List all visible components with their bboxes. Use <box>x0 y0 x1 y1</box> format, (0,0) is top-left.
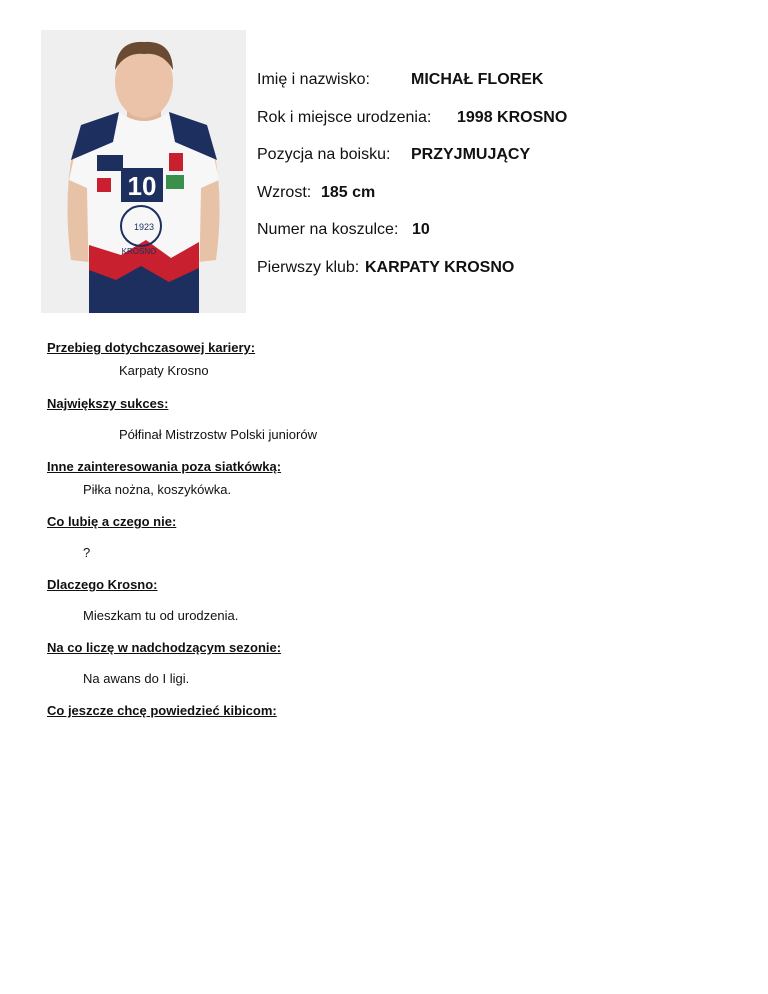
player-photo <box>41 30 246 313</box>
club-value: KARPATY KROSNO <box>365 259 515 276</box>
section-heading-interests: Inne zainteresowania poza siatkówką: <box>47 459 282 474</box>
birth-row <box>257 109 567 127</box>
section-heading-career: Przebieg dotychczasowej kariery: <box>47 340 256 355</box>
section-heading-likes: Co lubię a czego nie: <box>47 514 177 529</box>
jersey-row <box>257 221 430 239</box>
position-row <box>257 146 530 164</box>
height-label: Wzrost: <box>257 184 312 201</box>
section-answer-success: Półfinał Mistrzostw Polski juniorów <box>119 427 317 442</box>
section-heading-season: Na co liczę w nadchodzącym sezonie: <box>47 640 282 655</box>
position-label: Pozycja na boisku: <box>257 146 391 163</box>
section-answer-career: Karpaty Krosno <box>119 363 209 378</box>
name-row <box>257 71 543 89</box>
birth-label: Rok i miejsce urodzenia: <box>257 109 432 126</box>
height-row <box>257 184 375 202</box>
section-heading-why-krosno: Dlaczego Krosno: <box>47 577 158 592</box>
player-illustration <box>41 30 246 313</box>
name-value: MICHAŁ FLOREK <box>411 71 544 88</box>
position-value: PRZYJMUJĄCY <box>411 146 531 163</box>
jersey-value: 10 <box>412 221 430 238</box>
section-answer-why-krosno: Mieszkam tu od urodzenia. <box>83 608 239 623</box>
section-heading-success: Największy sukces: <box>47 396 169 411</box>
section-answer-season: Na awans do I ligi. <box>83 671 190 686</box>
club-label: Pierwszy klub: <box>257 259 360 276</box>
section-heading-fans: Co jeszcze chcę powiedzieć kibicom: <box>47 703 277 718</box>
club-row <box>257 259 514 277</box>
crest-year: 1923 <box>133 222 155 232</box>
section-answer-likes: ? <box>83 545 91 560</box>
name-label: Imię i nazwisko: <box>257 71 370 88</box>
shirt-number: 10 <box>127 171 157 201</box>
crest-city: KROSNO <box>121 247 157 256</box>
height-value: 185 cm <box>321 184 376 201</box>
jersey-label: Numer na koszulce: <box>257 221 399 238</box>
section-answer-interests: Piłka nożna, koszykówka. <box>83 482 232 497</box>
birth-value: 1998 KROSNO <box>457 109 568 126</box>
